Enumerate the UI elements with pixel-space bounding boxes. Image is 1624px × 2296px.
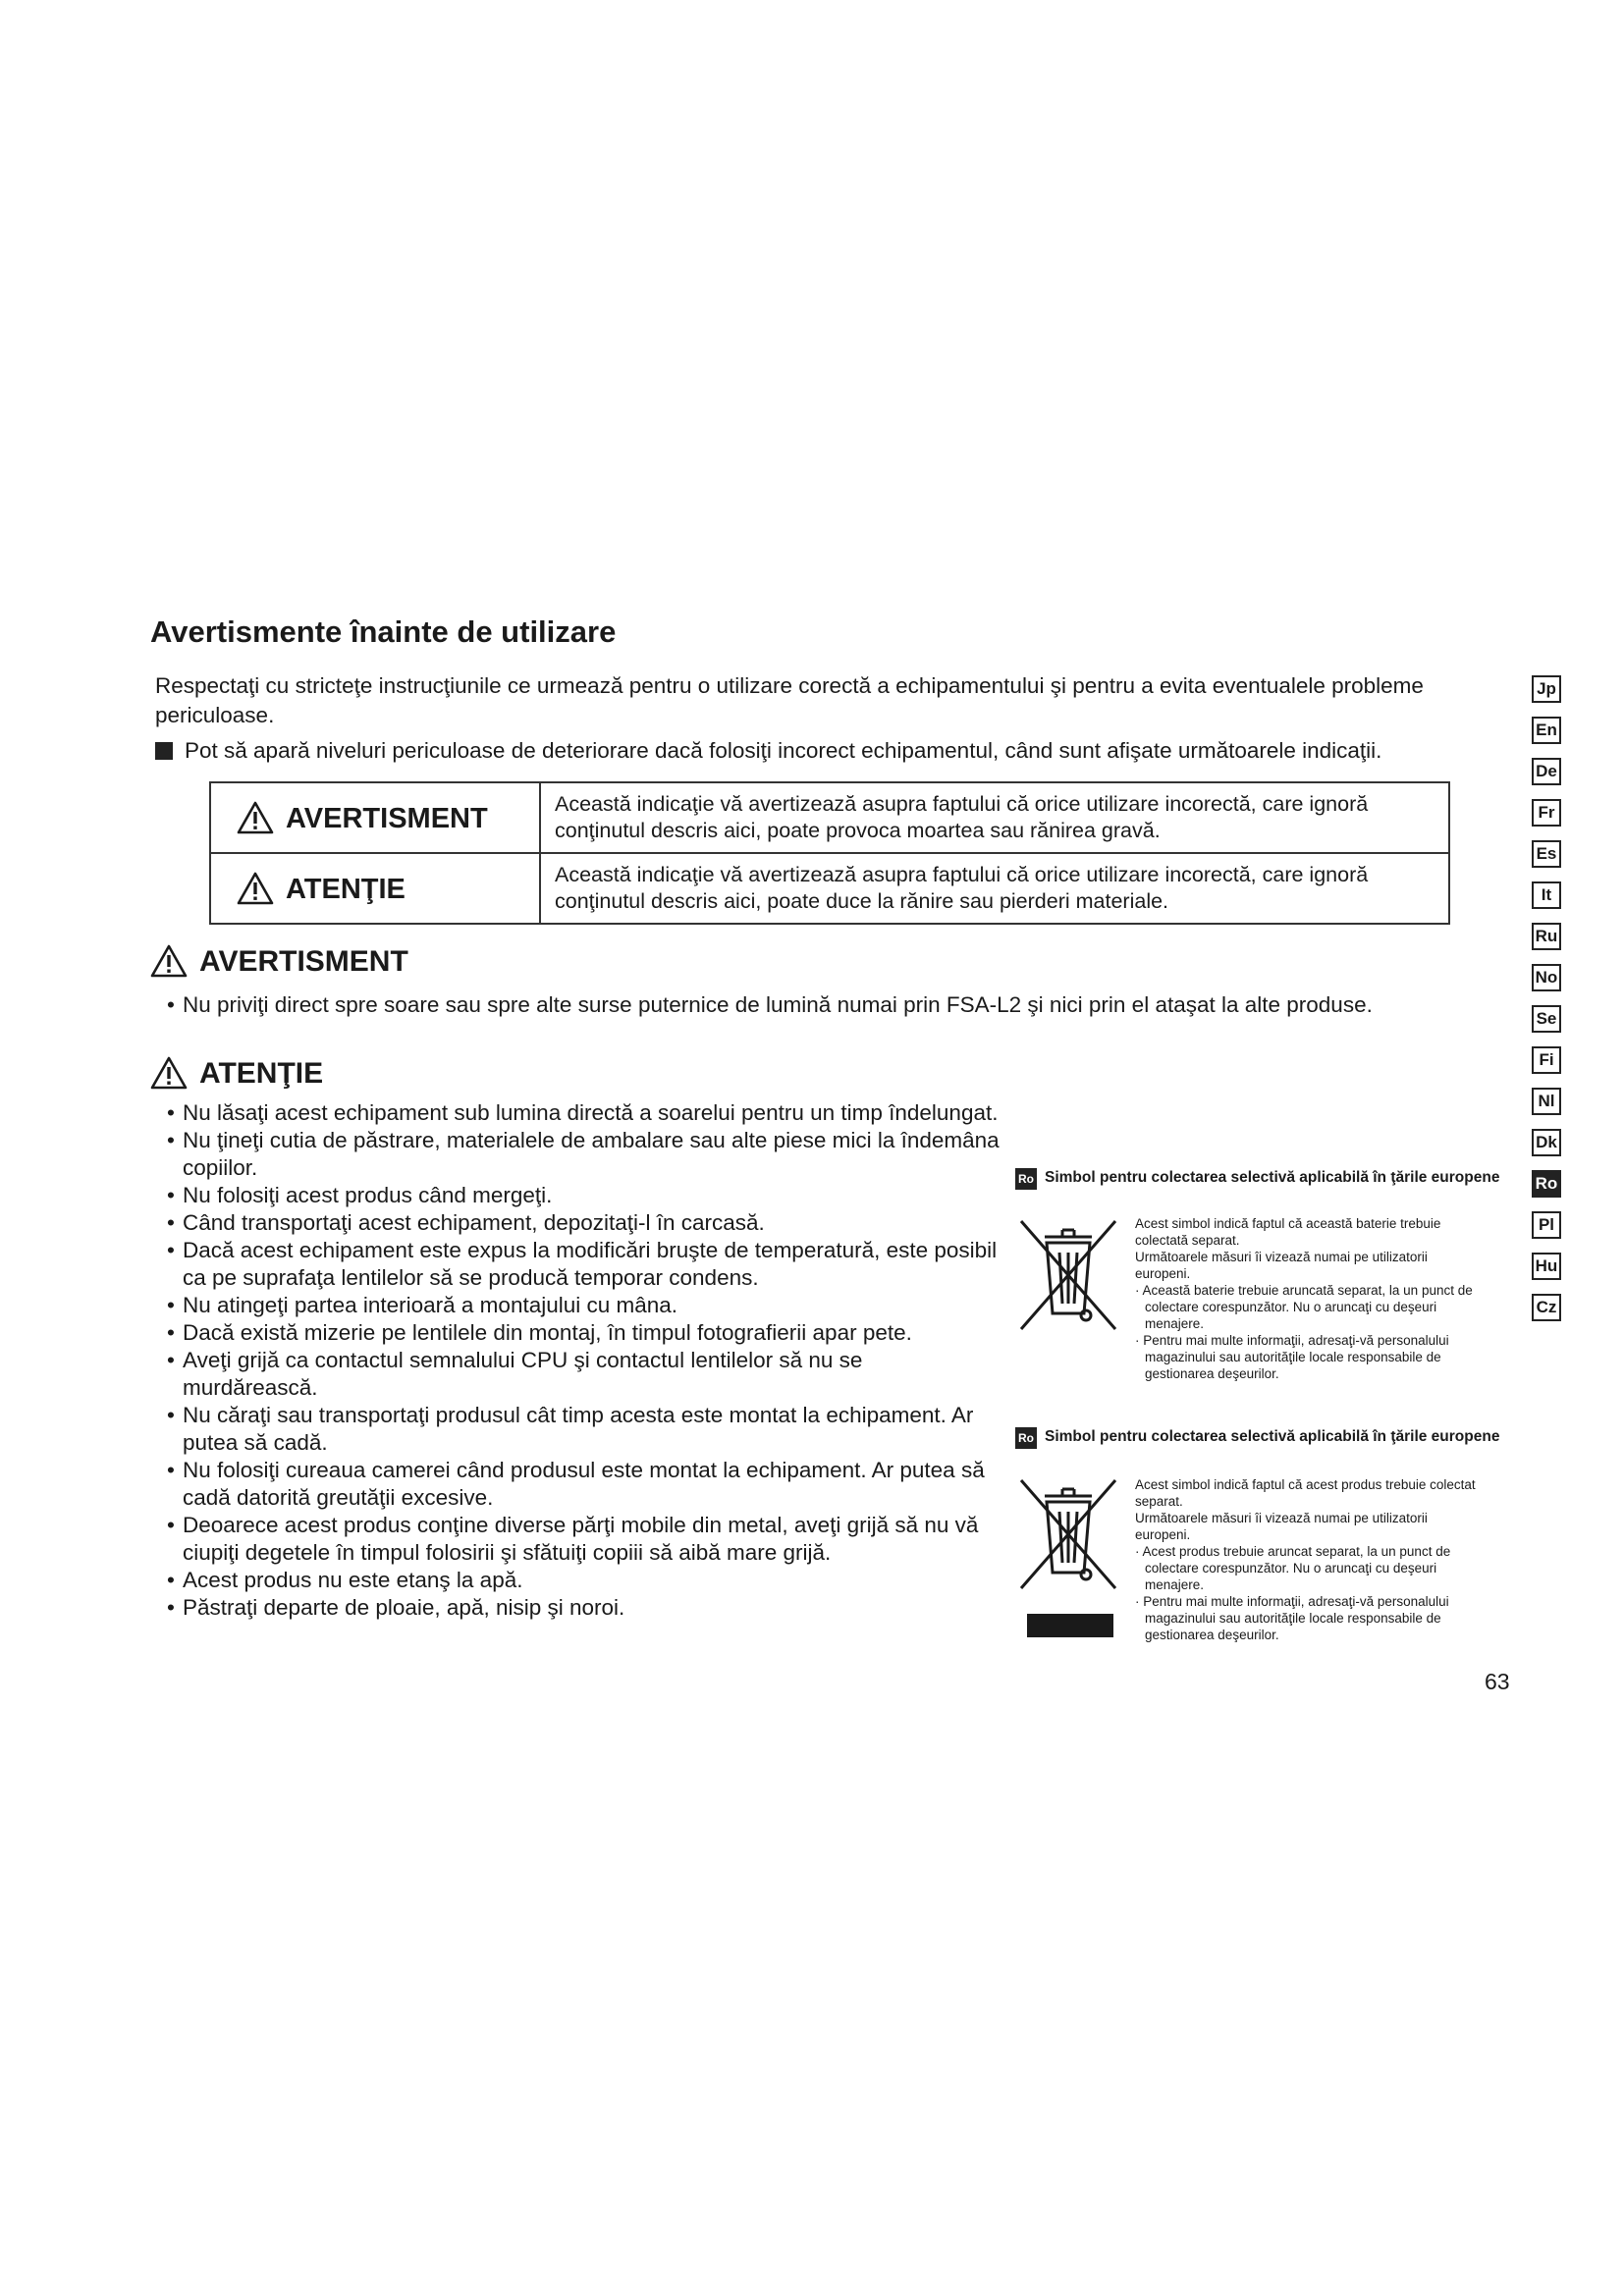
warning-heading	[150, 944, 408, 979]
page-number: 63	[1485, 1669, 1510, 1694]
list-item: • Acest produs nu este etanş la apă.	[167, 1567, 1001, 1594]
tab-de[interactable]: De	[1532, 758, 1561, 785]
tab-fr[interactable]: Fr	[1532, 799, 1561, 827]
signal-label-cell	[210, 782, 540, 853]
tab-it[interactable]: It	[1532, 881, 1561, 909]
list-item: • Nu folosiţi cureaua camerei când produsul este montat la echipament. Ar putea să cadă datorită greutăţii excesive.	[167, 1457, 1001, 1512]
signal-description: Această indicaţie vă avertizează asupra faptului că orice utilizare incorectă, care ignoră conţinutul descris aici, poate duce la rănire sau pierderi materiale.	[540, 853, 1449, 924]
weee-item-text: Pentru mai multe informaţii, adresaţi-vă personalului magazinului sau autorităţile locale responsabile de gestionarea deşeurilor.	[1143, 1333, 1449, 1381]
tab-cz[interactable]: Cz	[1532, 1294, 1561, 1321]
weee-item: · Această baterie trebuie aruncată separat, la un punct de colectare corespunzător. Nu o aruncaţi cu deşeuri menajere.	[1135, 1283, 1473, 1331]
list-item: • Nu atingeţi partea interioară a montajului cu mâna.	[167, 1292, 1001, 1319]
tab-ro[interactable]: Ro	[1532, 1170, 1561, 1198]
warning-triangle-icon	[237, 801, 274, 834]
signal-description: Această indicaţie vă avertizează asupra faptului că orice utilizare incorectă, care ignoră conţinutul descris aici, poate provoca moartea sau rănirea gravă.	[540, 782, 1449, 853]
levels-note-text: Pot să apară niveluri periculoase de deteriorare dacă folosiţi incorect echipamentul, când sunt afişate următoarele indicaţii.	[185, 738, 1382, 763]
list-item: • Nu folosiţi acest produs când mergeţi.	[167, 1182, 1001, 1209]
intro-paragraph: Respectaţi cu stricteţe instrucţiunile ce urmează pentru o utilizare corectă a echipamentului şi pentru a evita eventualele probleme periculoase.	[155, 673, 1424, 727]
signal-label: AVERTISMENT	[286, 802, 488, 834]
list-item: • Păstraţi departe de ploaie, apă, nisip şi noroi.	[167, 1594, 1001, 1622]
signal-label: ATENŢIE	[286, 873, 406, 905]
tab-nl[interactable]: Nl	[1532, 1088, 1561, 1115]
tab-fi[interactable]: Fi	[1532, 1046, 1561, 1074]
weee-item: · Pentru mai multe informaţii, adresaţi-vă personalului magazinului sau autorităţile locale responsabile de gestionarea deşeurilor.	[1135, 1333, 1449, 1381]
list-item: • Dacă există mizerie pe lentilele din montaj, în timpul fotografierii apar pete.	[167, 1319, 1001, 1347]
weee-item-text: Această baterie trebuie aruncată separat, la un punct de colectare corespunzător. Nu o aruncaţi cu deşeuri menajere.	[1142, 1283, 1473, 1331]
table-row	[210, 853, 1449, 924]
weee-text	[1135, 1215, 1485, 1382]
crossed-out-wheelie-bin-icon	[1013, 1472, 1123, 1594]
ro-badge: Ro	[1015, 1168, 1037, 1190]
warning-list	[167, 991, 1483, 1019]
warning-heading-text: AVERTISMENT	[199, 945, 408, 978]
list-item: • Nu priviţi direct spre soare sau spre alte surse puternice de lumină numai prin FSA-L2 şi nici prin el ataşat la alte produse.	[167, 991, 1483, 1019]
list-item: • Nu lăsaţi acest echipament sub lumina directă a soarelui pentru un timp îndelungat.	[167, 1099, 1001, 1127]
weee-item: · Pentru mai multe informaţii, adresaţi-vă personalului magazinului sau autorităţile locale responsabile de gestionarea deşeurilor.	[1135, 1594, 1449, 1642]
list-item: • Nu ţineţi cutia de păstrare, materialele de ambalare sau alte piese mici la îndemâna copiilor.	[167, 1127, 1001, 1182]
square-bullet-icon	[155, 742, 173, 760]
crossed-out-wheelie-bin-icon	[1013, 1213, 1123, 1335]
weee-intro: Acest simbol indică faptul că acest produs trebuie colectat separat.	[1135, 1477, 1476, 1509]
weee-measures: Următoarele măsuri îi vizează numai pe utilizatorii europeni.	[1135, 1511, 1428, 1542]
signal-word-table	[209, 781, 1450, 925]
tab-pl[interactable]: Pl	[1532, 1211, 1561, 1239]
tab-ru[interactable]: Ru	[1532, 923, 1561, 950]
list-item: • Aveţi grijă ca contactul semnalului CPU şi contactul lentilelor să nu se murdărească.	[167, 1347, 1001, 1402]
weee-item-text: Pentru mai multe informaţii, adresaţi-vă personalului magazinului sau autorităţile locale responsabile de gestionarea deşeurilor.	[1143, 1594, 1449, 1642]
warning-triangle-icon	[237, 872, 274, 905]
page-title: Avertismente înainte de utilizare	[150, 614, 617, 649]
ro-badge: Ro	[1015, 1427, 1037, 1449]
tab-jp[interactable]: Jp	[1532, 675, 1561, 703]
weee-text	[1135, 1476, 1485, 1643]
caution-heading-text: ATENŢIE	[199, 1057, 324, 1090]
table-row	[210, 782, 1449, 853]
warning-triangle-icon	[150, 1056, 188, 1090]
weee-heading: Simbol pentru colectarea selectivă aplicabilă în ţările europene	[1045, 1169, 1500, 1186]
list-item: • Dacă acest echipament este expus la modificări bruşte de temperatură, este posibil ca pe suprafaţa lentilelor să se producă temporar condens.	[167, 1237, 1001, 1292]
weee-heading: Simbol pentru colectarea selectivă aplicabilă în ţările europene	[1045, 1428, 1500, 1445]
caution-heading	[150, 1056, 323, 1091]
tab-en[interactable]: En	[1532, 717, 1561, 744]
list-item: • Când transportaţi acest echipament, depozitaţi-l în carcasă.	[167, 1209, 1001, 1237]
tab-se[interactable]: Se	[1532, 1005, 1561, 1033]
language-tabs	[1532, 675, 1561, 1335]
list-item: • Deoarece acest produs conţine diverse părţi mobile din metal, aveţi grijă să nu vă ciupiţi degetele în timpul folosirii şi sfătuiţi copiii să aibă mare grijă.	[167, 1512, 1001, 1567]
separate-collection-bar-icon	[1027, 1614, 1113, 1637]
tab-dk[interactable]: Dk	[1532, 1129, 1561, 1156]
weee-item-text: Acest produs trebuie aruncat separat, la un punct de colectare corespunzător. Nu o aruncaţi cu deşeuri menajere.	[1142, 1544, 1451, 1592]
weee-measures: Următoarele măsuri îi vizează numai pe utilizatorii europeni.	[1135, 1250, 1428, 1281]
tab-hu[interactable]: Hu	[1532, 1253, 1561, 1280]
caution-list	[167, 1099, 1001, 1622]
signal-label-cell	[210, 853, 540, 924]
warning-triangle-icon	[150, 944, 188, 978]
tab-no[interactable]: No	[1532, 964, 1561, 991]
list-item: • Nu căraţi sau transportaţi produsul cât timp acesta este montat la echipament. Ar putea să cadă.	[167, 1402, 1001, 1457]
weee-intro: Acest simbol indică faptul că această baterie trebuie colectată separat.	[1135, 1216, 1441, 1248]
levels-note	[155, 736, 1381, 766]
weee-item: · Acest produs trebuie aruncat separat, la un punct de colectare corespunzător. Nu o aruncaţi cu deşeuri menajere.	[1135, 1544, 1451, 1592]
tab-es[interactable]: Es	[1532, 840, 1561, 868]
